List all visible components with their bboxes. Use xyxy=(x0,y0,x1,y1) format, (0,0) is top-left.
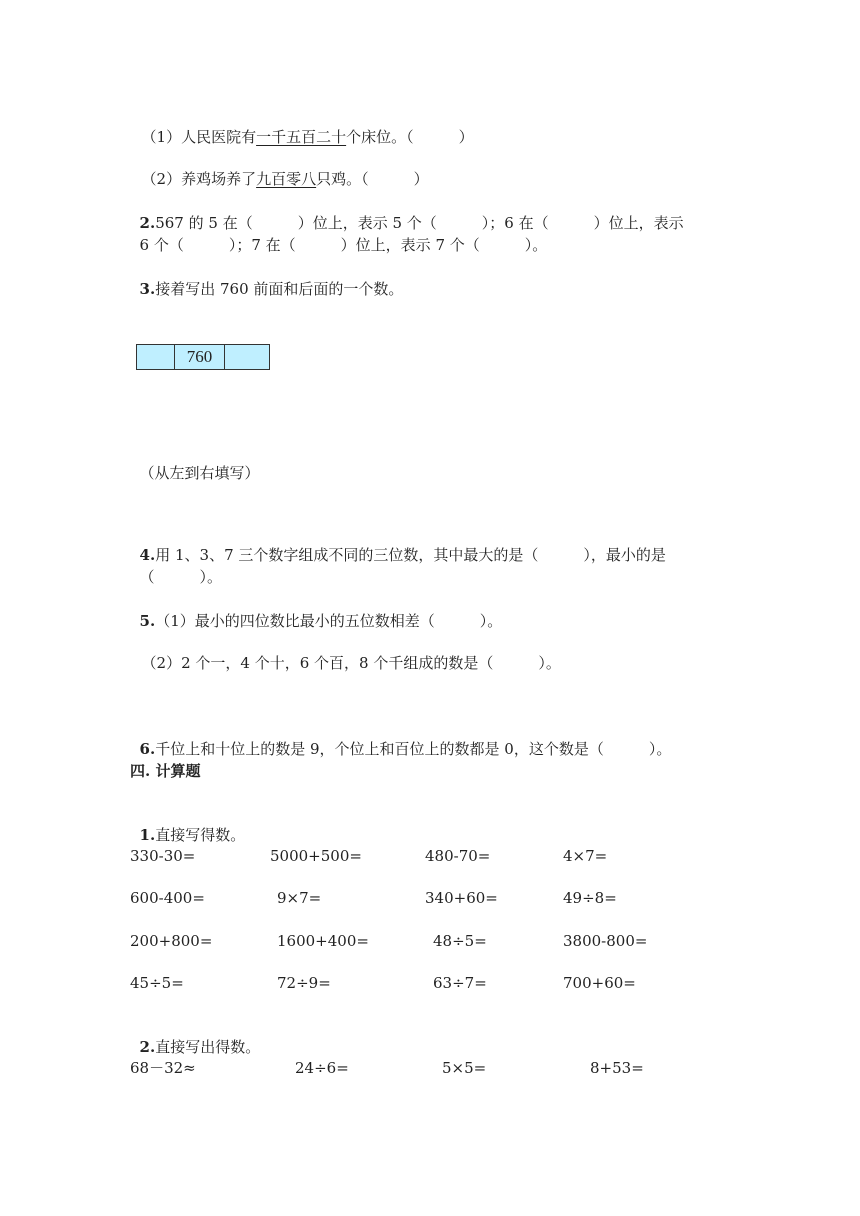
q3-text: 接着写出 760 前面和后面的一个数。 xyxy=(155,280,404,298)
calc-1-4: 4×7= xyxy=(563,847,608,865)
q6-number: 6. xyxy=(139,740,156,758)
calc-3-4: 3800-800= xyxy=(563,932,648,950)
section4-sub2 xyxy=(130,1014,260,1058)
q3-note-text: （从左到右填写） xyxy=(139,464,260,482)
q5-number: 5. xyxy=(139,612,156,630)
calc-2-4: 49÷8= xyxy=(563,889,617,907)
q5-text-line2: （2）2 个一，4 个十，6 个百，8 个千组成的数是（ ）。 xyxy=(141,654,561,672)
calc-4-2: 72÷9= xyxy=(277,974,331,992)
q2-text-line2: 6 个（ ）；7 在（ ）位上，表示 7 个（ ）。 xyxy=(139,236,548,254)
q4-number: 4. xyxy=(139,546,156,564)
section4-sub2-text: 直接写出得数。 xyxy=(155,1038,261,1056)
calc-1-3: 480-70= xyxy=(425,847,491,865)
calc-2-2: 9×7= xyxy=(277,889,322,907)
q2-number: 2. xyxy=(139,214,156,232)
calc-4-3: 63÷7= xyxy=(433,974,487,992)
calc-4-4: 700+60= xyxy=(563,974,636,992)
section4-sub1-number: 1. xyxy=(139,826,156,844)
q3-number-boxes xyxy=(136,344,270,370)
calc2-1-3: 5×5= xyxy=(442,1059,487,1077)
section4-sub1 xyxy=(130,802,245,846)
q1-part1-suffix: 个床位。（ ） xyxy=(346,128,474,146)
calc-1-1: 330-30= xyxy=(130,847,196,865)
q2-line2 xyxy=(130,212,547,256)
q3-line xyxy=(130,256,403,300)
q3-number: 3. xyxy=(139,280,156,298)
calc-4-1: 45÷5= xyxy=(130,974,184,992)
calc2-1-2: 24÷6= xyxy=(295,1059,349,1077)
calc2-1-4: 8+53= xyxy=(590,1059,644,1077)
q4-line2 xyxy=(130,544,222,588)
q1-part2-prefix: （2）养鸡场养了 xyxy=(141,170,257,188)
q1-part1 xyxy=(132,104,474,148)
calc-3-2: 1600+400= xyxy=(277,932,369,950)
q3-box-before[interactable] xyxy=(137,345,175,369)
calc-3-3: 48÷5= xyxy=(433,932,487,950)
q1-part1-underlined: 一千五百二十 xyxy=(256,128,347,146)
q2-text-line1: 567 的 5 在（ ）位上，表示 5 个（ ）；6 在（ ）位上，表示 xyxy=(155,214,684,232)
section4-sub2-number: 2. xyxy=(139,1038,156,1056)
calc2-1-1: 68－32≈ xyxy=(130,1059,196,1077)
q5-line1 xyxy=(130,588,502,632)
q1-part2-suffix: 只鸡。（ ） xyxy=(316,170,429,188)
q4-text-line2: （ ）。 xyxy=(139,568,223,586)
q3-box-760: 760 xyxy=(175,345,225,369)
calc-2-1: 600-400= xyxy=(130,889,205,907)
calc-1-2: 5000+500= xyxy=(270,847,362,865)
q5-text-line1: （1）最小的四位数比最小的五位数相差（ ）。 xyxy=(155,612,503,630)
section4-title: 四. 计算题 xyxy=(130,762,201,780)
q6-line xyxy=(130,716,671,760)
q3-box-after[interactable] xyxy=(225,345,269,369)
q4-text-line1: 用 1、3、7 三个数字组成不同的三位数，其中最大的是（ ），最小的是 xyxy=(155,546,666,564)
q6-text: 千位上和十位上的数是 9，个位上和百位上的数都是 0，这个数是（ ）。 xyxy=(155,740,672,758)
section4-sub1-text: 直接写得数。 xyxy=(155,826,246,844)
q1-part2 xyxy=(132,146,429,190)
q3-note xyxy=(130,440,260,484)
q5-line2 xyxy=(132,630,561,674)
q1-part2-underlined: 九百零八 xyxy=(256,170,317,188)
calc-2-3: 340+60= xyxy=(425,889,498,907)
calc-3-1: 200+800= xyxy=(130,932,213,950)
q1-part1-prefix: （1）人民医院有 xyxy=(141,128,257,146)
